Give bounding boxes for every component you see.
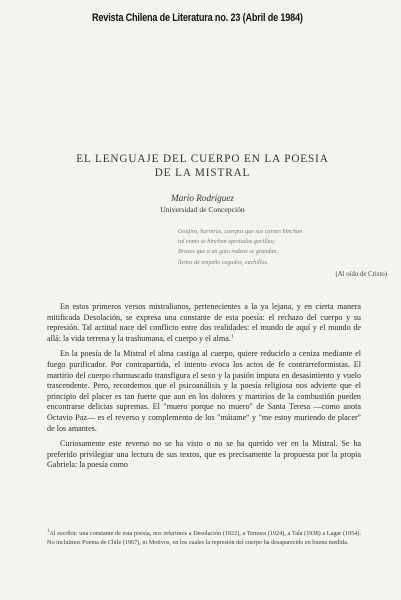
footnote-ref: 1 <box>230 333 234 340</box>
author-name: Mario Rodríguez <box>170 193 235 203</box>
epigraph <box>178 227 348 268</box>
title-line-2: DE LA MISTRAL <box>154 167 251 179</box>
epigraph-line: llenos de empeño cegados, cuchillos. <box>178 259 269 266</box>
epigraph-line: Goajiro, hurreras, cuerpos que sus carnes hinchan <box>178 229 303 235</box>
epigraph-line: tal como se hinchen apretadas gavillas; <box>178 239 276 246</box>
footnote-text: Al escribir: una constante de esta poesía, nos referimos a Desolación (1922), a Ternura (1924), a Tala (1938) a Lagar (1954). No incluimos Poema de Chile (1967), ni Motivos, en los cuales la represión del cuerpo ha desaparecido en buena medida. <box>47 530 361 546</box>
article-body <box>47 302 361 476</box>
epigraph-source: (Al oído de Cristo) <box>335 271 387 278</box>
author-affiliation: Universidad de Concepción <box>160 205 245 214</box>
paragraph-3: Curiosamente este reverso no se ha visto o no se ha querido ver en la Mistral. Se ha preferido privilegiar una lectura de sus textos, que es precisamente la propuesta por la propia Gabriela: la poesía como <box>47 439 361 470</box>
epigraph-line: Brazos que a un gato rodeos se grandan, <box>178 249 278 256</box>
footnote <box>47 530 361 547</box>
article-title <box>40 152 365 180</box>
journal-stamp: Revista Chilena de Literatura no. 23 (Abril de 1984) <box>92 12 303 24</box>
title-line-1: EL LENGUAJE DEL CUERPO EN LA POESIA <box>76 153 329 165</box>
paragraph-1-text: En estos primeros versos mistralianos, pertenecientes a la ya lejana, y en cierta manera mitificada Desolación, se expresa una constante de esta poesía: el rechazo del cuerpo y su represión. Tal actitud nace del conflicto entre dos realidades: el mundo de aquí y el mundo de allá: la vida terrena y la trashumana, el cuerpo y el alma <box>47 302 361 343</box>
paragraph-1: En estos primeros versos mistralianos, pertenecientes a la ya lejana, y en cierta manera mitificada Desolación, se expresa una constante de esta poesía: el rechazo del cuerpo y su represión. Tal actitud nace del conflicto entre dos realidades: el mundo de aquí y el mundo de allá: la vida terrena y la trashumana, el cuerpo y el alma.$^1$ <box>47 302 361 343</box>
paragraph-2: En la poesía de la Mistral el alma castiga al cuerpo, quiere reducirlo a ceniza mediante el fuego purificador. Por contrapartida, el intento evoca los actos de fe contrarreformistas. El martirio del cuerpo chamuscado transfigura el sexo y la pasión impura en desasimiento y vuelo trascendente. Pero, recordemos que el psicoanálisis y la poesía religiosa nos advierte que el principio del placer es tan fuerte que aun en los dolores y martirios de la combustión pueden encontrarse delicias supremas. El "muero porque no muero" de Santa Teresa —como anota Octavio Paz— es el reverso y complemento de los "mátame" y "me estoy muriendo de placer" de los amantes. <box>47 349 361 433</box>
footnote-number: 1 <box>47 528 50 534</box>
